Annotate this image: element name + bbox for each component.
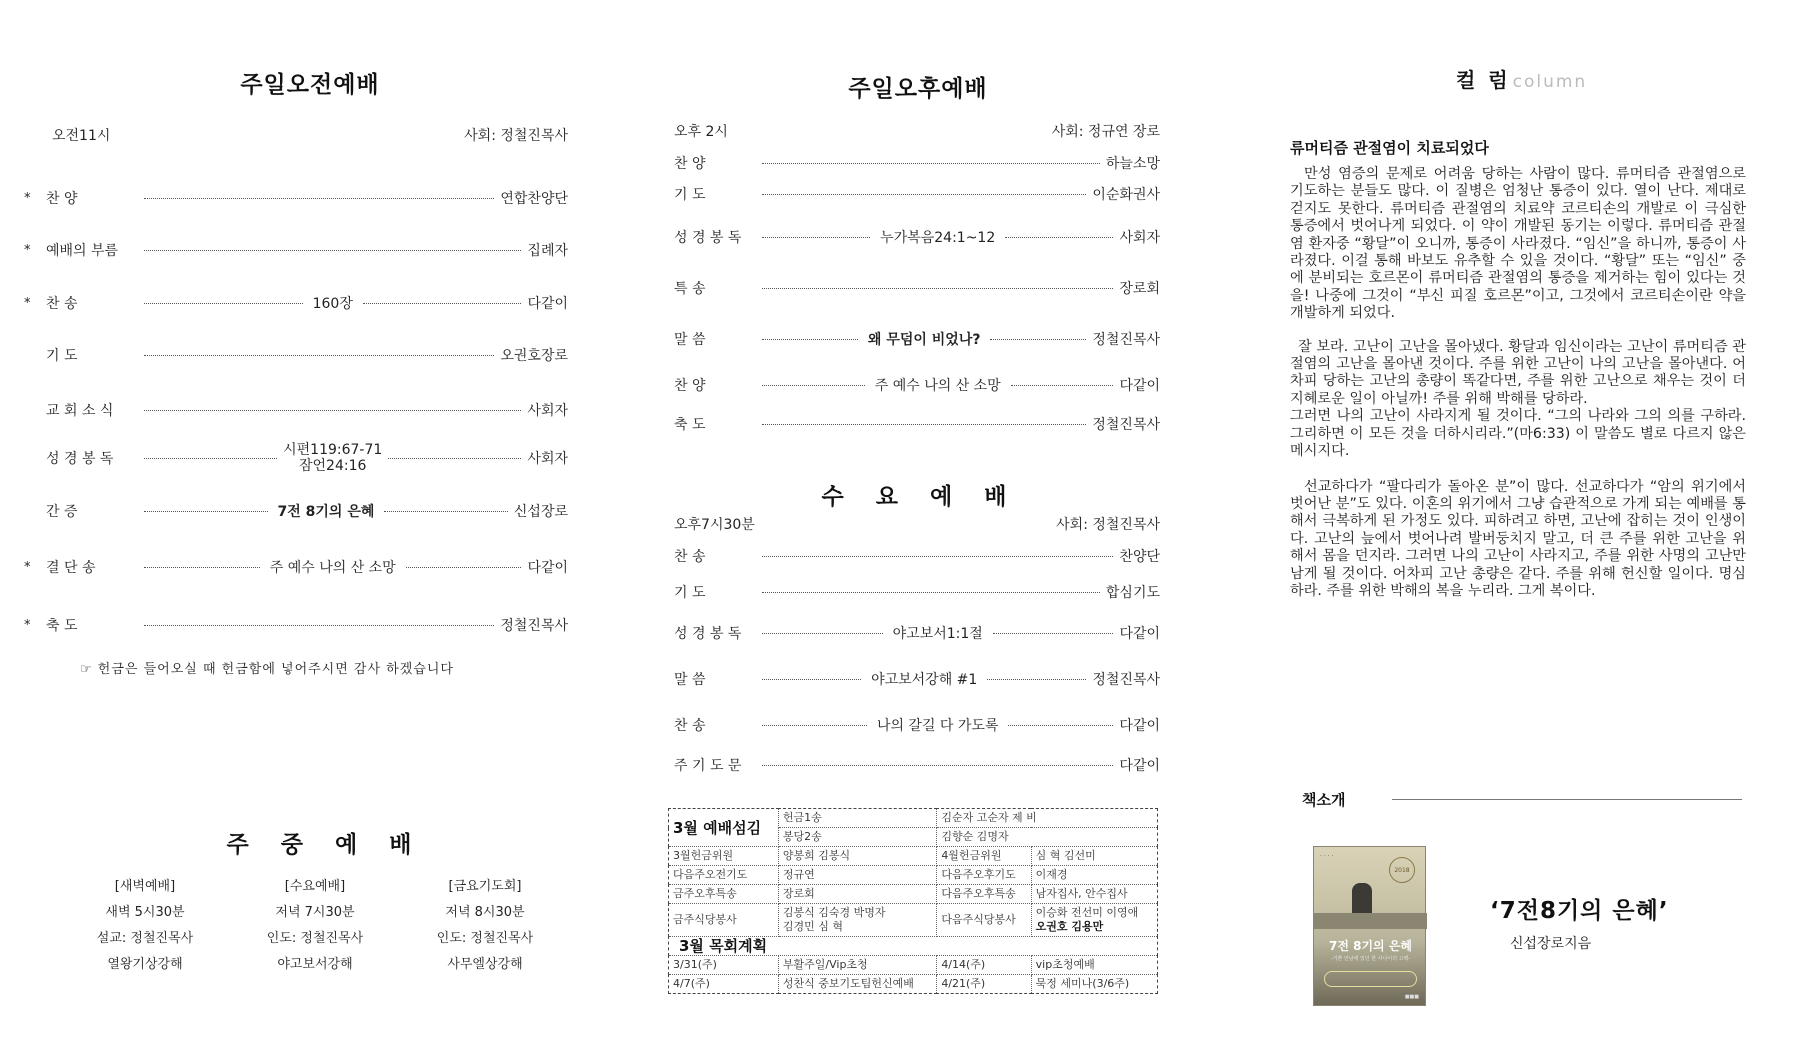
order-person: 찬양단 xyxy=(1119,549,1160,565)
order-label: 찬 양 xyxy=(674,156,706,172)
morning-service-title: 주일오전예배 xyxy=(240,72,380,98)
book-title: ‘7전8기의 은혜’ xyxy=(1490,898,1669,924)
order-label: 성 경 봉 독 xyxy=(674,626,742,642)
order-label: 기 도 xyxy=(674,187,706,203)
table-row xyxy=(669,975,1158,994)
table-cell: vip초청예배 xyxy=(1031,956,1157,975)
order-person: 합심기도 xyxy=(1105,585,1160,601)
leader-dots xyxy=(762,725,867,726)
table-cell: 4/21(주) xyxy=(937,975,1031,994)
meal-line: 오권호 김용만 xyxy=(1035,920,1104,933)
order-label: 간 증 xyxy=(46,504,78,520)
order-person: 정철진목사 xyxy=(1092,417,1160,433)
order-person: 하늘소망 xyxy=(1105,156,1160,172)
order-content: 7전 8기의 은혜 xyxy=(277,504,375,520)
table-cell: 4/14(주) xyxy=(937,956,1031,975)
table-row xyxy=(669,809,1158,828)
table-cell: 정규연 xyxy=(778,866,936,885)
order-row xyxy=(674,277,1160,299)
order-row xyxy=(674,152,1160,174)
table-cell: 3월헌금위원 xyxy=(669,847,779,866)
fri-leader: 인도: 정철진목사 xyxy=(436,931,534,946)
leader-dots xyxy=(363,303,522,304)
leader-dots xyxy=(1011,385,1114,386)
order-row xyxy=(24,614,568,636)
leader-dots xyxy=(144,567,260,568)
cover-badge: 2018 xyxy=(1389,857,1415,883)
order-content: 누가복음24:1~12 xyxy=(880,230,996,246)
order-person: 오권호장로 xyxy=(500,348,568,364)
column-paragraph: 그러면 나의 고난이 사라지게 될 것이다. “그의 나라와 그의 의를 구하라. 그리하면 이 모든 것을 더하시리라.”(마6:33) 이 말씀도 별로 다르지 않은 메시지다. xyxy=(1290,408,1746,460)
table-cell: 3/31(주) xyxy=(669,956,779,975)
table-cell: 다음주오후기도 xyxy=(937,866,1031,885)
order-content-line: 시편119:67-71 xyxy=(283,442,383,458)
order-person: 정철진목사 xyxy=(500,618,568,634)
wed-topic: 야고보서강해 xyxy=(277,957,353,972)
order-content: 160장 xyxy=(312,296,353,312)
table-cell: 장로회 xyxy=(778,885,936,904)
table-cell: 양봉희 김봉식 xyxy=(778,847,936,866)
order-row xyxy=(674,754,1160,776)
leader-dots xyxy=(144,410,521,411)
wednesday-service-info xyxy=(240,874,390,978)
leader-dots xyxy=(406,567,522,568)
weekday-schedule xyxy=(70,874,560,978)
order-label: 찬 송 xyxy=(674,718,706,734)
meal-line: 김경민 심 혁 xyxy=(782,920,844,933)
order-person: 다같이 xyxy=(1119,626,1161,642)
table-cell: 김순자 고순자 제 비 xyxy=(937,809,1158,828)
column-title-ko: 컬 럼 xyxy=(1456,68,1511,92)
column-title xyxy=(1456,64,1587,93)
leader-dots xyxy=(762,385,865,386)
order-label: 기 도 xyxy=(674,585,706,601)
cover-subtitle: -기쁜 만남에 있던 한 사나이의 고백- xyxy=(1330,956,1411,962)
leader-dots xyxy=(762,633,883,634)
afternoon-time: 오후 2시 xyxy=(674,124,728,140)
leader-dots xyxy=(990,339,1086,340)
order-label: 주 기 도 문 xyxy=(674,758,742,774)
table-cell: 남자집사, 안수집사 xyxy=(1031,885,1157,904)
order-row xyxy=(674,183,1160,205)
order-row xyxy=(24,500,568,522)
order-row xyxy=(674,374,1160,396)
standing-marker: * xyxy=(24,190,31,206)
table-cell: 봉당2송 xyxy=(778,828,936,847)
order-person: 다같이 xyxy=(1119,718,1160,734)
order-label: 말 씀 xyxy=(674,332,706,348)
friday-service-info xyxy=(410,874,560,978)
table-cell: 다음주오후특송 xyxy=(937,885,1031,904)
standing-marker: * xyxy=(24,559,31,575)
order-row xyxy=(674,581,1160,603)
order-label: 말 씀 xyxy=(674,672,706,688)
afternoon-host: 사회: 정규연 장로 xyxy=(1051,124,1160,140)
leader-dots xyxy=(762,163,1100,164)
table-row xyxy=(669,847,1158,866)
table-cell: 이재경 xyxy=(1031,866,1157,885)
fri-name: [금요기도회] xyxy=(448,879,522,894)
order-row xyxy=(24,239,568,261)
leader-dots xyxy=(144,458,277,459)
dawn-topic: 열왕기상강해 xyxy=(107,957,183,972)
book-heading-rule xyxy=(1392,799,1742,800)
order-content: 주 예수 나의 산 소망 xyxy=(874,378,1001,394)
table-row xyxy=(669,885,1158,904)
morning-host: 사회: 정철진목사 xyxy=(464,128,568,144)
column-body xyxy=(1290,166,1746,600)
table-cell xyxy=(1031,904,1157,937)
cover-publisher-mark: · · · · xyxy=(1320,853,1334,860)
order-row xyxy=(674,668,1160,690)
leader-dots xyxy=(144,250,521,251)
order-label: 성 경 봉 독 xyxy=(46,451,114,467)
table-cell: 헌금1송 xyxy=(778,809,936,828)
column-subtitle: 류머티즘 관절염이 치료되었다 xyxy=(1290,139,1489,157)
wed-leader: 인도: 정철진목사 xyxy=(266,931,364,946)
order-person: 신섭장로 xyxy=(513,504,568,520)
wed-name: [수요예배] xyxy=(284,879,346,894)
table-cell: 금주식당봉사 xyxy=(669,904,779,937)
order-label: 찬 양 xyxy=(46,191,78,207)
order-person: 다같이 xyxy=(1119,378,1161,394)
table-cell: 김향순 김명자 xyxy=(937,828,1158,847)
wednesday-service-title: 수 요 예 배 xyxy=(821,484,1019,510)
leader-dots xyxy=(762,556,1113,557)
leader-dots xyxy=(1005,237,1113,238)
order-person: 다같이 xyxy=(1119,758,1160,774)
table-cell: 다음주식당봉사 xyxy=(937,904,1031,937)
order-person: 연합찬양단 xyxy=(500,191,568,207)
leader-dots xyxy=(144,303,303,304)
order-row xyxy=(24,399,568,421)
order-person: 집례자 xyxy=(527,243,568,259)
order-person: 다같이 xyxy=(527,560,569,576)
order-label: 결 단 송 xyxy=(46,560,96,576)
leader-dots xyxy=(144,355,494,356)
cover-figure xyxy=(1352,883,1372,917)
order-person: 사회자 xyxy=(527,451,568,467)
book-section-heading: 책소개 xyxy=(1302,791,1346,809)
wednesday-host: 사회: 정철진목사 xyxy=(1056,517,1160,533)
order-row xyxy=(674,545,1160,567)
service-table-title: 3월 예배섬김 xyxy=(669,809,779,847)
cover-cliff xyxy=(1314,913,1427,929)
leader-dots xyxy=(384,511,508,512)
leader-dots xyxy=(762,679,861,680)
leader-dots xyxy=(762,424,1086,425)
service-plan-table xyxy=(668,808,1158,994)
order-person: 정철진목사 xyxy=(1092,672,1161,688)
plan-table-title: 3월 목회계획 xyxy=(669,937,1158,956)
order-label: 찬 양 xyxy=(674,378,706,394)
dawn-leader: 설교: 정철진목사 xyxy=(96,931,194,946)
leader-dots xyxy=(144,198,494,199)
table-cell: 묵정 세미나(3/6주) xyxy=(1031,975,1157,994)
order-label: 특 송 xyxy=(674,281,706,297)
leader-dots xyxy=(762,339,858,340)
leader-dots xyxy=(987,679,1086,680)
table-cell: 4/7(주) xyxy=(669,975,779,994)
column-title-en: column xyxy=(1512,72,1588,92)
table-cell: 4월헌금위원 xyxy=(937,847,1031,866)
leader-dots xyxy=(144,511,268,512)
order-label: 찬 송 xyxy=(674,549,706,565)
offering-note: ☞ 헌금은 들어오실 때 헌금함에 넣어주시면 감사 하겠습니다 xyxy=(80,662,454,677)
standing-marker: * xyxy=(24,617,31,633)
leader-dots xyxy=(762,765,1113,766)
order-content: 나의 갈길 다 가도록 xyxy=(876,718,999,734)
order-person: 정철진목사 xyxy=(1092,332,1161,348)
column-paragraph: 선교하다가 “팔다리가 돌아온 분”이 많다. 선교하다가 “암의 위기에서 벗어난 분”도 있다. 이혼의 위기에서 그냥 습관적으로 가게 되는 예배를 통해서 극복하게 된 가정도 있다. 피하려고 하면, 고난에 잡히는 것이 인생이다. 고난의 늪에서 벗어나려 발버둥치지 말고, 더 큰 주를 위한 고난을 위해서 몸을 던지라. 그러면 나의 고난이 사라지고, 주를 위한 사명의 고난만 남게 될 것이다. 어차피 고난 총량은 같다. 주를 위해 헌신할 일이다. 명심하라. 주를 위한 박해의 복을 누리라. 그게 복이다. xyxy=(1290,478,1746,599)
column-paragraph: 만성 염증의 문제로 어려움 당하는 사람이 많다. 류머티즘 관절염으로 기도하는 분들도 많다. 이 질병은 엄청난 통증이 있다. 열이 난다. 제대로 걷지도 못한다. 류머티즘 관절염의 치료약 코르티손의 개발로 이 극심한 통증에서 벗어나게 되었다. 이 약이 개발된 동기는 이렇다. 류머티즘 관절염 환자중 “황달”이 오니까, 통증이 사라졌다. “임신”을 하니까, 통증이 사라졌다. 이걸 통해 바보도 유추할 수 있을 것이다. “황달” 또는 “임신” 중에 분비되는 호르몬이 류머티즘 관절염의 통증을 제거하는 힘이 있다는 것을! 나중에 그것이 “부신 피질 호르몬”이고, 그것에서 코르티손이란 약을 개발하게 되었다. xyxy=(1290,166,1746,322)
meal-line: 이승화 전선미 이영애 xyxy=(1035,906,1139,919)
order-person: 다같이 xyxy=(527,296,569,312)
table-cell: 성찬식 중보기도팀헌신예배 xyxy=(778,975,936,994)
leader-dots xyxy=(144,625,494,626)
table-cell: 부활주일/Vip초청 xyxy=(778,956,936,975)
order-label: 축 도 xyxy=(46,618,78,634)
order-content-line: 잠언24:16 xyxy=(299,458,367,474)
wednesday-time: 오후7시30분 xyxy=(674,517,755,533)
order-row xyxy=(24,292,568,314)
fri-topic: 사무엘상강해 xyxy=(447,957,523,972)
order-row xyxy=(24,556,568,578)
order-row xyxy=(24,442,568,474)
order-label: 찬 송 xyxy=(46,296,78,312)
order-label: 예배의 부름 xyxy=(46,243,119,259)
book-author: 신섭장로지음 xyxy=(1510,936,1592,952)
table-cell: 다음주오전기도 xyxy=(669,866,779,885)
book-cover-image xyxy=(1313,846,1426,1006)
order-person: 사회자 xyxy=(527,403,568,419)
cover-title: 7전 8기의 은혜 xyxy=(1328,939,1412,953)
table-row xyxy=(669,937,1158,956)
dawn-time: 새벽 5시30분 xyxy=(105,905,185,920)
table-row xyxy=(669,956,1158,975)
order-content: 주 예수 나의 산 소망 xyxy=(269,560,396,576)
meal-line: 김봉식 김숙경 박명자 xyxy=(782,906,886,919)
afternoon-service-title: 주일오후예배 xyxy=(848,76,988,102)
fri-time: 저녁 8시30분 xyxy=(445,905,525,920)
order-row xyxy=(674,413,1160,435)
morning-time: 오전11시 xyxy=(52,128,111,144)
order-row xyxy=(674,226,1160,248)
order-label: 교 회 소 식 xyxy=(46,403,114,419)
table-cell: 금주오후특송 xyxy=(669,885,779,904)
cover-publisher: ■■■ xyxy=(1404,994,1419,1000)
order-row xyxy=(674,328,1160,350)
order-label: 성 경 봉 독 xyxy=(674,230,742,246)
leader-dots xyxy=(762,194,1086,195)
table-cell: 심 혁 김선미 xyxy=(1031,847,1157,866)
order-row xyxy=(674,622,1160,644)
dawn-name: [새벽예배] xyxy=(114,879,176,894)
order-person: 이순화권사 xyxy=(1092,187,1160,203)
wed-time: 저녁 7시30분 xyxy=(275,905,355,920)
order-row xyxy=(674,714,1160,736)
order-person: 사회자 xyxy=(1119,230,1161,246)
order-content: 야고보서1:1절 xyxy=(892,626,983,642)
cover-caption-box xyxy=(1324,971,1417,987)
leader-dots xyxy=(762,592,1100,593)
table-row xyxy=(669,904,1158,937)
leader-dots xyxy=(388,458,521,459)
table-row xyxy=(669,866,1158,885)
leader-dots xyxy=(762,288,1113,289)
standing-marker: * xyxy=(24,242,31,258)
order-row xyxy=(24,187,568,209)
column-paragraph: 잘 보라. 고난이 고난을 몰아냈다. 황달과 임신이라는 고난이 류머티즘 관절염의 고난을 몰아낸 것이다. 주를 위한 고난이 나의 고난을 몰아낸다. 어차피 당하는 고난의 총량이 똑같다면, 주를 위한 고난으로 채우는 것이 더 지혜로운 일이 아닐까! 주를 위해 박해를 당하라. xyxy=(1290,338,1746,407)
weekday-title: 주 중 예 배 xyxy=(226,832,424,858)
order-row xyxy=(24,344,568,366)
order-person: 장로회 xyxy=(1119,281,1160,297)
dawn-service xyxy=(70,874,220,978)
order-content xyxy=(283,442,382,474)
order-label: 축 도 xyxy=(674,417,706,433)
table-cell xyxy=(778,904,936,937)
standing-marker: * xyxy=(24,295,31,311)
leader-dots xyxy=(762,237,870,238)
order-content: 야고보서강해 #1 xyxy=(871,672,978,688)
order-label: 기 도 xyxy=(46,348,78,364)
leader-dots xyxy=(993,633,1114,634)
order-content: 왜 무덤이 비었나? xyxy=(867,332,981,348)
leader-dots xyxy=(1008,725,1113,726)
